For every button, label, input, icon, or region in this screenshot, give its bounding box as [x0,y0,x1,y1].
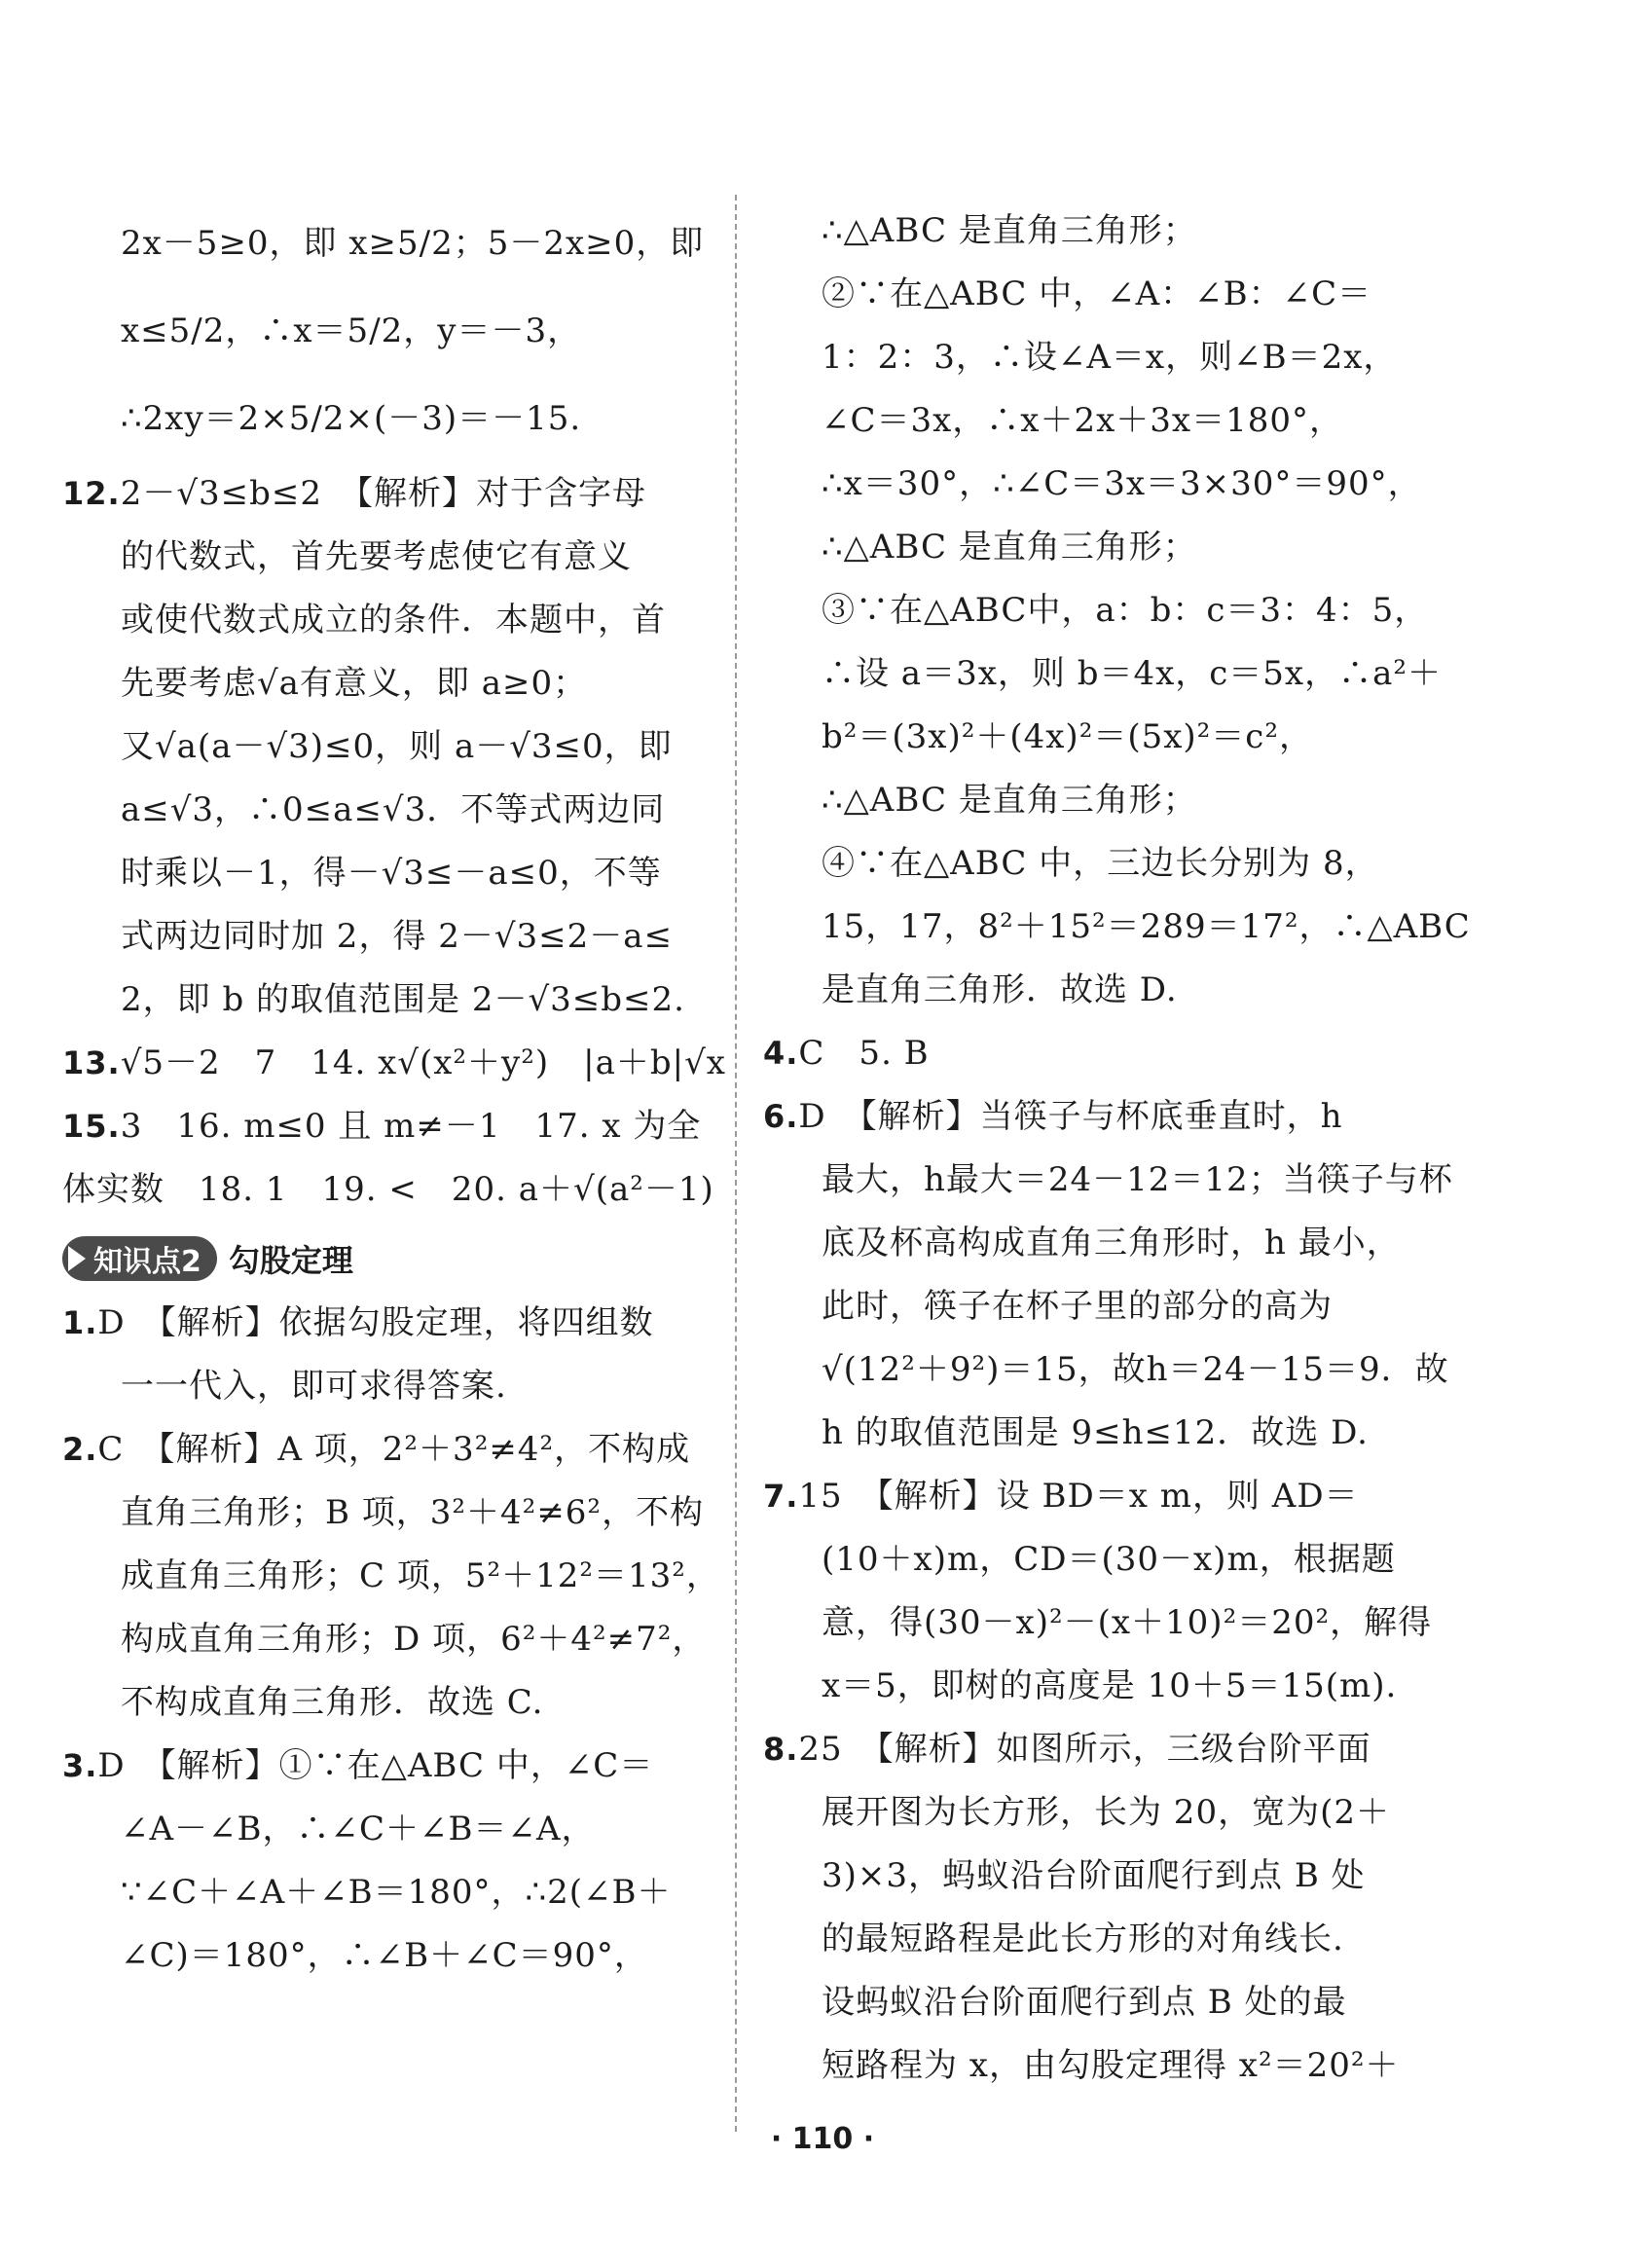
line-text: ②∵在△ABC 中，∠A：∠B：∠C＝ [822,274,1372,313]
line-text: ∴△ABC 是直角三角形； [822,211,1197,250]
text-line [62,1798,705,1861]
line-text: 1：2：3，∴设∠A＝x，则∠B＝2x， [822,338,1398,377]
line-text: 一一代入，即可求得答案. [121,1367,507,1406]
text-line [763,2034,1406,2098]
text-line [763,1718,1406,1781]
text-line [62,1924,705,1988]
text-line [62,526,705,589]
line-text: ∠C＝3x，∴x＋2x＋3x＝180°， [822,401,1343,440]
line-text: ∴△ABC 是直角三角形； [822,781,1197,820]
text-line [62,715,705,779]
text-line [763,769,1406,832]
question-number: 7. [763,1478,799,1515]
left-column [62,200,726,1988]
text-line [763,453,1422,516]
section-badge-label: 知识点2 [93,1245,201,1279]
question-number: 4. [763,1035,799,1072]
text-line [763,1528,1406,1591]
text-line [763,642,1443,706]
line-text: 设蚂蚁沿台阶面爬行到点 B 处的最 [822,1983,1347,2022]
question-number: 1. [62,1304,98,1341]
section-badge [62,1236,217,1281]
text-line [62,200,705,287]
text-line [763,896,1471,959]
question-number: 13. [62,1044,121,1081]
line-text: h 的取值范围是 9≤h≤12．故选 D. [822,1413,1369,1452]
line-text: 体实数 18. 1 19. < 20. a＋√(a²－1) [62,1170,714,1209]
line-text: 构成直角三角形；D 项，6²＋4²≠7²， [121,1620,707,1659]
text-line [763,389,1406,453]
line-text: ∴2xy＝2×5/2×(－3)＝－15. [121,399,582,438]
text-line [62,1608,705,1671]
question-number: 15. [62,1108,121,1145]
text-line [62,1418,705,1482]
line-text: ∵∠C＋∠A＋∠B＝180°，∴2(∠B＋ [121,1873,672,1912]
line-text: √5－2 7 14. x√(x²＋y²) |a＋b|√x [120,1043,726,1082]
line-text: 2，即 b 的取值范围是 2－√3≤b≤2. [121,980,685,1019]
line-text: C 【解析】A 项，2²＋3²≠4²，不构成 [97,1430,691,1469]
text-line [763,959,1406,1022]
text-line [763,1971,1406,2034]
text-line [763,579,1429,642]
text-line [763,1212,1406,1275]
line-text: 意，得(30－x)²－(x＋10)²＝20²，解得 [822,1603,1433,1642]
line-text: ∴△ABC 是直角三角形； [822,528,1197,567]
play-arrow-icon [68,1246,86,1271]
text-line [62,1482,705,1545]
question-number: 12. [62,475,121,512]
line-text: 时乘以－1，得－√3≤－a≤0，不等 [121,854,662,893]
text-line [62,1292,705,1355]
line-text: 的最短路程是此长方形的对角线长. [822,1920,1344,1958]
text-line [763,1338,1449,1402]
line-text: ∴设 a＝3x，则 b＝4x，c＝5x，∴a²＋ [822,654,1443,693]
line-text: √(12²＋9²)＝15，故h＝24－15＝9．故 [822,1350,1449,1389]
line-text: b²＝(3x)²＋(4x)²＝(5x)²＝c²， [822,717,1313,756]
line-text: 最大，h最大＝24－12＝12；当筷子与杯 [822,1160,1453,1199]
line-text: 2－√3≤b≤2 【解析】对于含字母 [120,474,646,513]
text-line [62,1671,705,1735]
question-number: 8. [763,1731,799,1768]
line-text: 直角三角形；B 项，3²＋4²≠6²，不构 [121,1493,705,1532]
text-line [62,375,705,462]
line-text: 先要考虑√a有意义，即 a≥0； [121,664,588,703]
line-text: 此时，筷子在杯子里的部分的高为 [822,1287,1333,1326]
line-text: 展开图为长方形，长为 20，宽为(2＋ [822,1793,1390,1832]
text-line [763,1085,1406,1149]
line-text: a≤√3，∴0≤a≤√3．不等式两边同 [121,790,666,829]
line-text: ∠C)＝180°，∴∠B＋∠C＝90°， [121,1936,648,1975]
line-text: 又√a(a－√3)≤0，则 a－√3≤0，即 [121,727,673,766]
line-text: 25 【解析】如图所示，三级台阶平面 [798,1730,1371,1769]
question-number: 2. [62,1431,98,1468]
line-text: (10＋x)m，CD＝(30－x)m，根据题 [822,1540,1396,1579]
text-line [62,1735,705,1798]
line-text: 不构成直角三角形．故选 C. [121,1683,544,1722]
text-line [763,832,1406,896]
text-line [763,1655,1406,1718]
line-text: C 5. B [798,1034,930,1073]
line-text: 底及杯高构成直角三角形时，h 最小， [822,1224,1401,1262]
line-text: 成直角三角形；C 项，5²＋12²＝13²， [121,1556,720,1595]
text-line [62,462,705,526]
text-line [763,1908,1406,1971]
question-number: 3. [62,1747,98,1784]
text-line [62,589,705,652]
line-text: 15 【解析】设 BD＝x m，则 AD＝ [798,1477,1359,1516]
line-text: ③∵在△ABC中，a：b：c＝3：4：5， [822,591,1429,630]
question-number: 6. [763,1098,799,1135]
line-text: D 【解析】依据勾股定理，将四组数 [97,1303,654,1342]
text-line [62,287,705,375]
text-line [763,1465,1406,1528]
text-line [62,1861,705,1924]
text-line [763,200,1406,263]
text-line [763,706,1406,769]
text-line [763,1591,1433,1655]
line-text: x≤5/2，∴x＝5/2，y＝－3， [121,311,582,350]
line-text: 3)×3，蚂蚁沿台阶面爬行到点 B 处 [822,1856,1366,1895]
text-line [62,1158,714,1222]
text-line [763,1781,1406,1845]
text-line [763,1275,1406,1338]
line-text: D 【解析】①∵在△ABC 中，∠C＝ [97,1746,654,1785]
line-text: 3 16. m≤0 且 m≠－1 17. x 为全 [120,1107,702,1146]
text-line [62,905,705,969]
text-line [763,516,1406,579]
line-text: 是直角三角形．故选 D. [822,970,1178,1009]
text-line [62,779,705,842]
column-divider [735,195,737,2132]
section-title: 勾股定理 [228,1242,353,1279]
page-number: · 110 · [770,2122,875,2156]
text-line [62,1355,705,1418]
section-heading [62,1229,705,1288]
text-line [763,1845,1406,1908]
line-text: ∴x＝30°，∴∠C＝3x＝3×30°＝90°， [822,464,1422,503]
text-line [763,263,1406,326]
line-text: ∠A－∠B，∴∠C＋∠B＝∠A， [121,1810,596,1848]
text-line [62,1545,720,1608]
line-text: 短路程为 x，由勾股定理得 x²＝20²＋ [822,2046,1400,2085]
text-line [62,652,705,715]
line-text: 式两边同时加 2，得 2－√3≤2－a≤ [121,917,674,956]
text-line [62,969,705,1032]
text-line [763,326,1406,389]
line-text: x＝5，即树的高度是 10＋5＝15(m). [822,1666,1398,1705]
line-text: 15，17，8²＋15²＝289＝17²，∴△ABC [822,907,1471,946]
line-text: ④∵在△ABC 中，三边长分别为 8， [822,844,1379,883]
text-line [763,1022,1406,1085]
line-text: D 【解析】当筷子与杯底垂直时，h [798,1097,1343,1136]
text-line [763,1402,1406,1465]
text-line [62,1095,705,1158]
text-line [62,842,705,905]
line-text: 或使代数式成立的条件．本题中，首 [121,601,666,640]
text-line [62,1032,726,1095]
right-column [763,200,1471,2098]
text-line [763,1149,1453,1212]
line-text: 的代数式，首先要考虑使它有意义 [121,537,632,576]
line-text: 2x－5≥0，即 x≥5/2；5－2x≥0，即 [121,224,705,263]
